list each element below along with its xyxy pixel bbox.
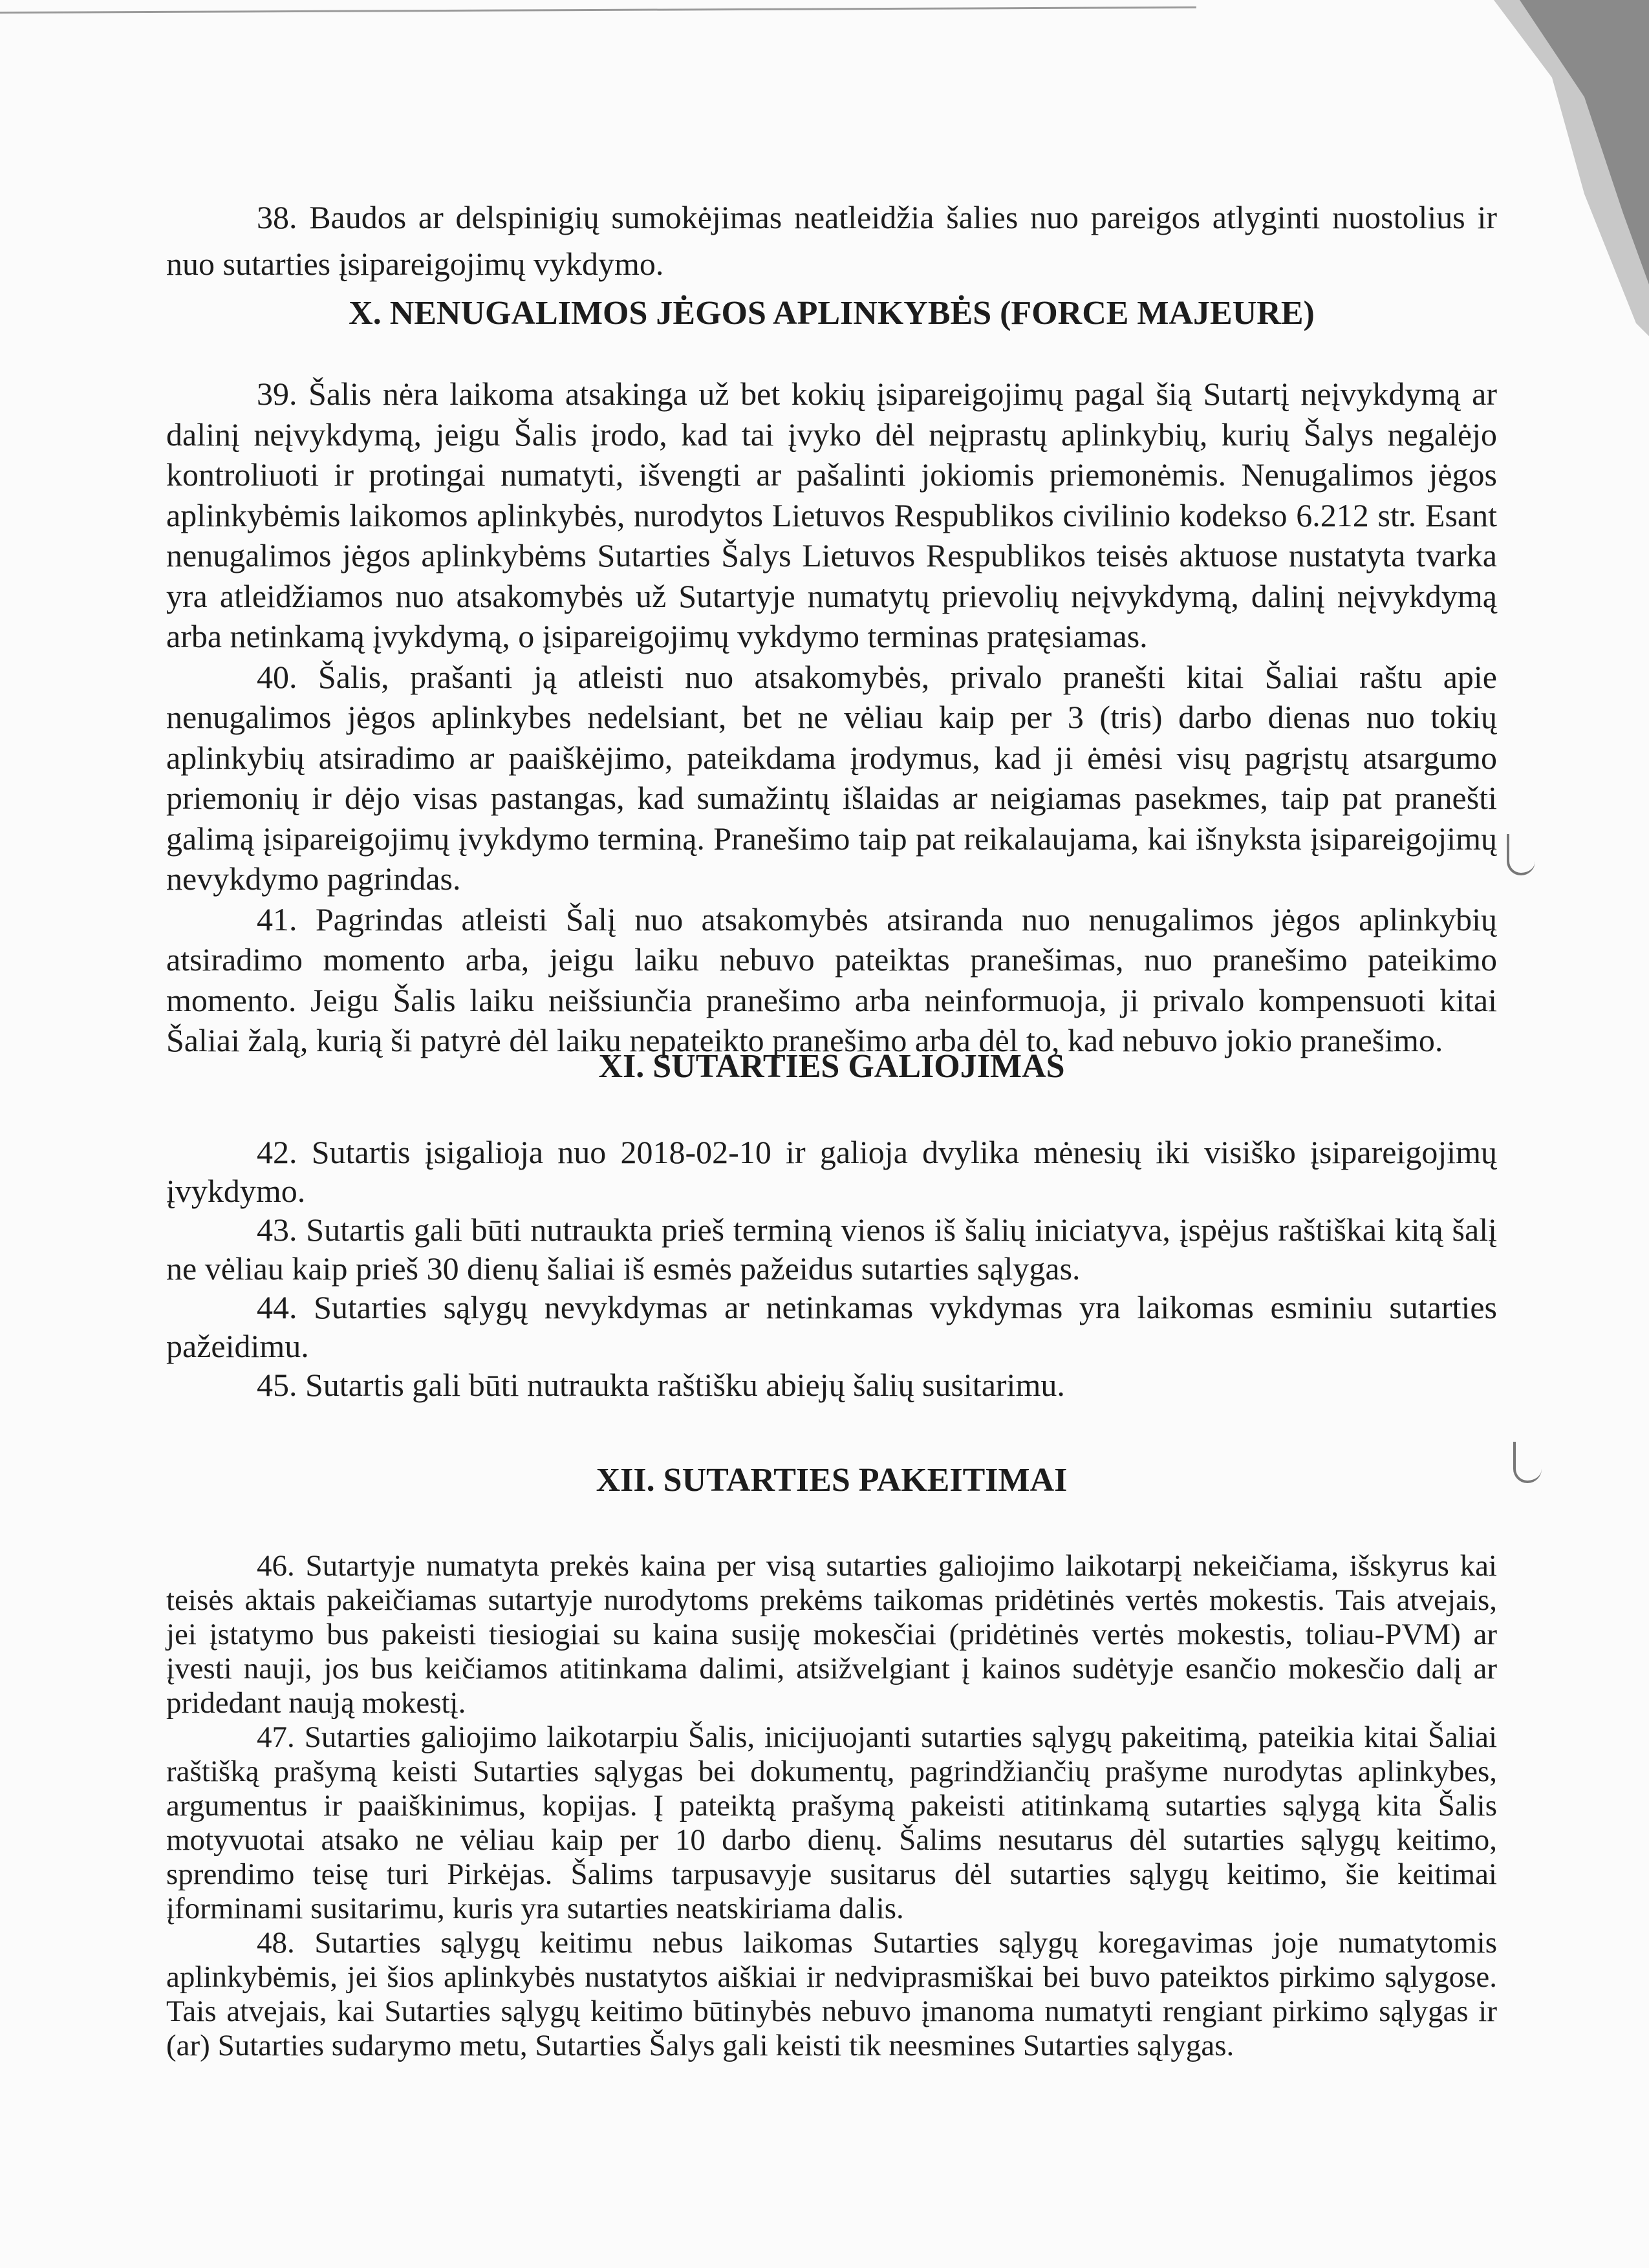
section-heading-x: X. NENUGALIMOS JĖGOS APLINKYBĖS (FORCE MAJEURE) xyxy=(349,295,1315,332)
paragraph-39: 39. Šalis nėra laikoma atsakinga už bet kokių įsipareigojimų pagal šią Sutartį neįvykdymą ar dalinį neįvykdymą, jeigu Šalis įrodo, kad tai įvyko dėl neįprastų aplinkybių, kurių Šalys negalėjo kontroliuoti ir protingai numatyti, išvengti ar pašalinti jokiomis priemonėmis. Nenugalimos jėgos aplinkybėmis laikomos aplinkybės, nurodytos Lietuvos Respublikos civilinio kodekso 6.212 str. Esant nenugalimos jėgos aplinkybėms Sutarties Šalys Lietuvos Respublikos teisės aktuose nustatyta tvarka yra atleidžiamos nuo atsakomybės už Sutartyje numatytų prievolių neįvykdymą, dalinį neįvykdymą arba netinkamą įvykdymą, o įsipareigojimų vykdymo terminas pratęsiamas. xyxy=(166,376,1497,654)
paragraph-38 xyxy=(166,194,1497,287)
paragraph-45: 45. Sutartis gali būti nutraukta raštišku abiejų šalių susitarimu. xyxy=(257,1367,1065,1403)
scan-edge-line xyxy=(0,6,1196,14)
paragraph-43: 43. Sutartis gali būti nutraukta prieš terminą vienos iš šalių iniciatyva, įspėjus raštiškai kitą šalį ne vėliau kaip prieš 30 dienų šaliai iš esmės pažeidus sutarties sąlygas. xyxy=(166,1212,1497,1287)
paragraph-47: 47. Sutarties galiojimo laikotarpiu Šalis, inicijuojanti sutarties sąlygų pakeitimą, pateikia kitai Šaliai raštišką prašymą keisti Sutarties sąlygas bei dokumentų, pagrindžiančių prašyme nurodytas aplinkybes, argumentus ir paaiškinimus, kopijas. Į pateiktą prašymą pakeisti atitinkamą sutarties sąlygą kita Šalis motyvuotai atsako ne vėliau kaip per 10 darbo dienų. Šalims nesutarus dėl sutarties sąlygų keitimo, sprendimo teisę turi Pirkėjas. Šalims tarpusavyje susitarus dėl sutarties sąlygų keitimo, šie keitimai įforminami susitarimu, kuris yra sutarties neatskiriama dalis. xyxy=(166,1720,1497,1925)
section-xi-body xyxy=(166,1133,1497,1404)
paragraph-48: 48. Sutarties sąlygų keitimu nebus laikomas Sutarties sąlygų koregavimas joje numatytomis aplinkybėmis, jei šios aplinkybės nustatytos aiškiai ir nedviprasmiškai bei buvo pateiktos pirkimo sąlygose. Tais atvejais, kai Sutarties sąlygų keitimo būtinybės nebuvo įmanoma numatyti rengiant pirkimo sąlygas ir (ar) Sutarties sudarymo metu, Sutarties Šalys gali keisti tik neesmines Sutarties sąlygas. xyxy=(166,1926,1497,2062)
section-heading-xii: XII. SUTARTIES PAKEITIMAI xyxy=(596,1462,1068,1499)
paragraph-41: 41. Pagrindas atleisti Šalį nuo atsakomybės atsiranda nuo nenugalimos jėgos aplinkybių atsiradimo momento arba, jeigu laiku nebuvo pateiktas pranešimas, nuo pranešimo pateikimo momento. Jeigu Šalis laiku neišsiunčia pranešimo arba neinformuoja, ji privalo kompensuoti kitai Šaliai žalą, kurią ši patyrė dėl laiku nepateikto pranešimo arba dėl to, kad nebuvo jokio pranešimo. xyxy=(166,901,1497,1058)
scan-hole-mark xyxy=(1507,834,1535,875)
paragraph-44: 44. Sutarties sąlygų nevykdymas ar netinkamas vykdymas yra laikomas esminiu sutarties pažeidimu. xyxy=(166,1289,1497,1364)
scan-hole-mark xyxy=(1513,1442,1542,1483)
paragraph-40: 40. Šalis, prašanti ją atleisti nuo atsakomybės, privalo pranešti kitai Šaliai raštu apie nenugalimos jėgos aplinkybes nedelsiant, bet ne vėliau kaip per 3 (tris) darbo dienas nuo tokių aplinkybių atsiradimo ar paaiškėjimo, pateikdama įrodymus, kad ji ėmėsi visų pagrįstų atsargumo priemonių ir dėjo visas pastangas, kad sumažintų išlaidas ar neigiamas pasekmes, taip pat pranešti galimą įsipareigojimų įvykdymo terminą. Pranešimo taip pat reikalaujama, kai išnyksta įsipareigojimų nevykdymo pagrindas. xyxy=(166,658,1497,897)
section-x-body xyxy=(166,374,1497,1061)
paragraph-46: 46. Sutartyje numatyta prekės kaina per visą sutarties galiojimo laikotarpį nekeičiama, išskyrus kai teisės aktais pakeičiamas sutartyje nurodytoms prekėms taikomas pridėtinės vertės mokestis. Tais atvejais, jei įstatymo bus pakeisti tiesiogiai su kaina susiję mokesčiai (pridėtinės vertės mokestis, toliau-PVM) ar įvesti nauji, jos bus keičiamos atitinkama dalimi, atsižvelgiant į kainos sudėtyje esančio mokesčio dalį ar pridedant naują mokestį. xyxy=(166,1549,1497,1720)
paragraph: 38. Baudos ar delspinigių sumokėjimas neatleidžia šalies nuo pareigos atlyginti nuostolius ir nuo sutarties įsipareigojimų vykdymo. xyxy=(166,199,1497,282)
paragraph-42: 42. Sutartis įsigalioja nuo 2018-02-10 ir galioja dvylika mėnesių iki visiško įsipareigojimų įvykdymo. xyxy=(166,1134,1497,1209)
section-heading-xi: XI. SUTARTIES GALIOJIMAS xyxy=(598,1048,1065,1085)
section-xii-body xyxy=(166,1549,1497,2063)
